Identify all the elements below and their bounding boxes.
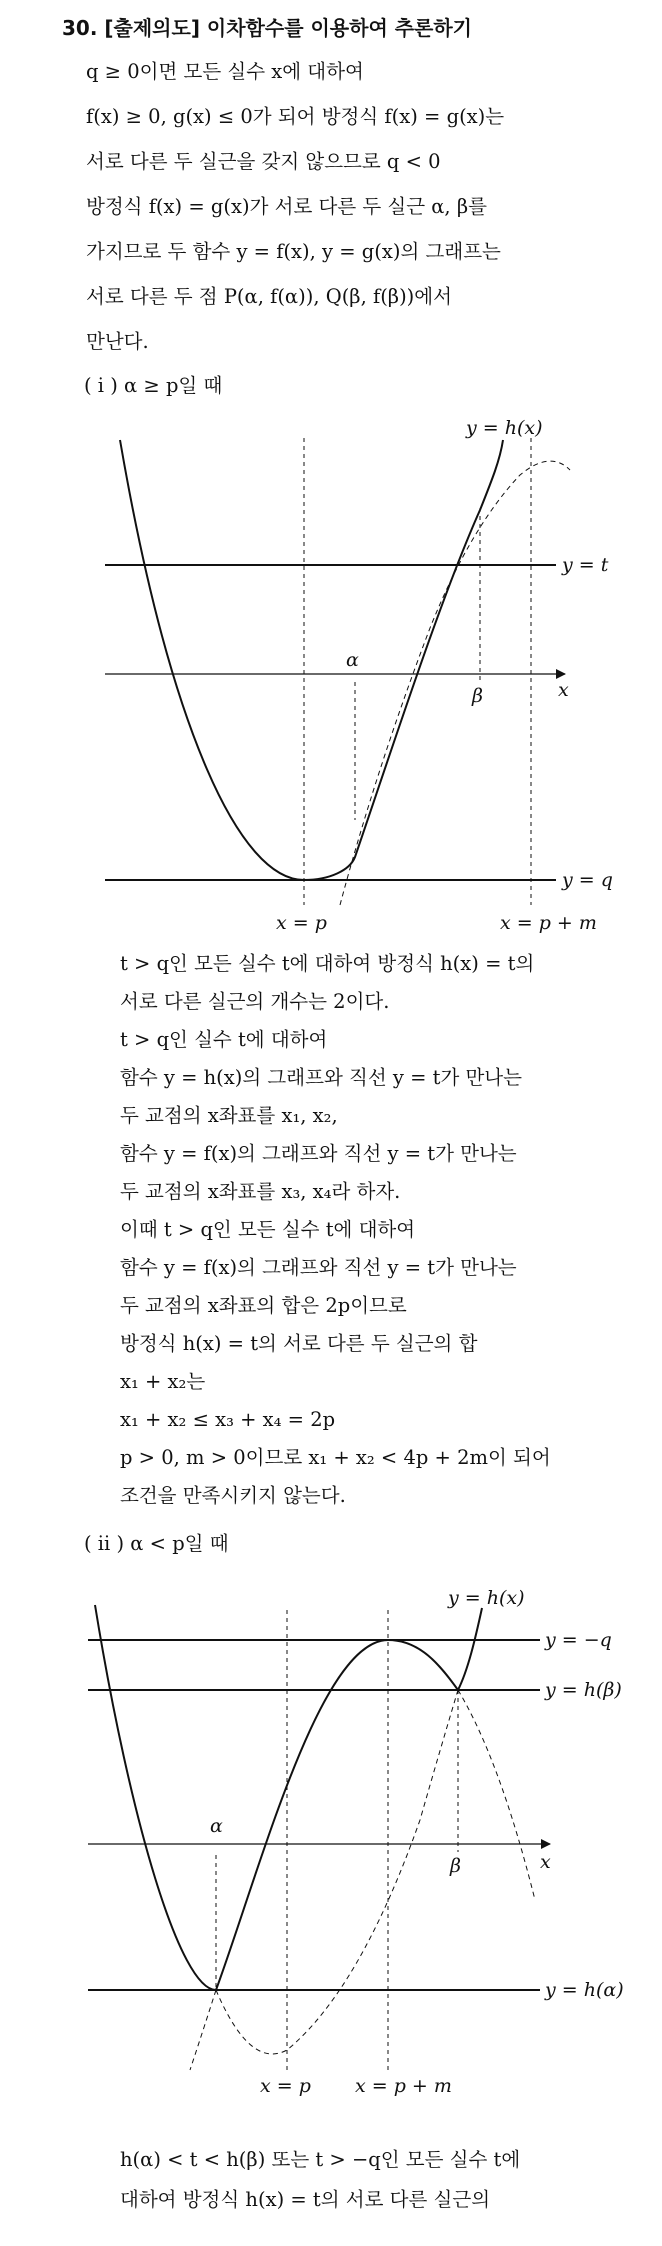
case1-line: p > 0, m > 0이므로 x₁ + x₂ < 4p + 2m이 되어: [120, 1446, 551, 1469]
case1-line: 두 교점의 x좌표의 합은 2p이므로: [120, 1294, 407, 1317]
case1-line: 방정식 h(x) = t의 서로 다른 두 실근의 합: [120, 1332, 478, 1355]
case1-line: 함수 y = f(x)의 그래프와 직선 y = t가 만나는: [120, 1256, 517, 1279]
label-line-hbeta: y = h(β): [545, 1679, 622, 1701]
label-beta: β: [450, 1855, 461, 1877]
label-curve-h: y = h(x): [448, 1587, 525, 1609]
case2-line: h(α) < t < h(β) 또는 t > −q인 모든 실수 t에: [120, 2148, 521, 2171]
dashed-curve-right: [458, 1690, 535, 1900]
label-x-p: x = p: [276, 912, 327, 934]
dashed-curve: [340, 461, 570, 905]
problem-title: 30. [출제의도] 이차함수를 이용하여 추론하기: [62, 16, 473, 40]
label-line-q: y = q: [562, 869, 613, 891]
case1-line: 함수 y = f(x)의 그래프와 직선 y = t가 만나는: [120, 1142, 517, 1165]
case1-line: 서로 다른 실근의 개수는 2이다.: [120, 990, 390, 1013]
case1-line: t > q인 모든 실수 t에 대하여 방정식 h(x) = t의: [120, 952, 535, 975]
label-x-axis: x: [558, 679, 569, 701]
case1-line: 두 교점의 x좌표를 x₁, x₂,: [120, 1104, 338, 1127]
label-line-halpha: y = h(α): [545, 1979, 624, 2001]
label-alpha: α: [346, 649, 359, 671]
label-x-axis: x: [540, 1851, 551, 1873]
intro-line: 방정식 f(x) = g(x)가 서로 다른 두 실근 α, β를: [86, 195, 487, 218]
case1-line: 함수 y = h(x)의 그래프와 직선 y = t가 만나는: [120, 1066, 522, 1089]
case1-line: x₁ + x₂ ≤ x₃ + x₄ = 2p: [120, 1408, 336, 1431]
case1-line: 두 교점의 x좌표를 x₃, x₄라 하자.: [120, 1180, 401, 1203]
x-axis-arrow: [541, 1839, 551, 1849]
graph-case1: [0, 400, 662, 960]
intro-line: 가지므로 두 함수 y = f(x), y = g(x)의 그래프는: [86, 240, 501, 263]
case1-heading: ( i ) α ≥ p일 때: [84, 374, 223, 397]
case2-line: 대하여 방정식 h(x) = t의 서로 다른 실근의: [120, 2188, 491, 2211]
label-line-t: y = t: [562, 554, 609, 576]
intro-line: 서로 다른 두 실근을 갖지 않으므로 q < 0: [86, 150, 441, 173]
intro-line: f(x) ≥ 0, g(x) ≤ 0가 되어 방정식 f(x) = g(x)는: [86, 105, 505, 128]
intro-line: q ≥ 0이면 모든 실수 x에 대하여: [86, 60, 364, 83]
graph-case2: [0, 1570, 662, 2100]
label-beta: β: [472, 685, 483, 707]
x-axis-arrow: [556, 669, 566, 679]
label-curve-h: y = h(x): [466, 417, 543, 439]
case1-line: 이때 t > q인 모든 실수 t에 대하여: [120, 1218, 416, 1241]
intro-line: 만난다.: [86, 330, 149, 353]
dashed-curve-g: [216, 1690, 458, 2054]
curve-h: [120, 440, 503, 880]
label-x-pm: x = p + m: [355, 2075, 452, 2097]
case2-heading: ( ii ) α < p일 때: [84, 1532, 229, 1555]
label-x-p: x = p: [260, 2075, 311, 2097]
label-alpha: α: [210, 1815, 223, 1837]
case1-line: t > q인 실수 t에 대하여: [120, 1028, 328, 1051]
label-line-negq: y = −q: [545, 1629, 612, 1651]
label-x-pm: x = p + m: [500, 912, 597, 934]
case1-line: x₁ + x₂는: [120, 1370, 206, 1393]
curve-h: [95, 1605, 482, 1990]
dashed-curve-left: [190, 1990, 216, 2070]
case1-line: 조건을 만족시키지 않는다.: [120, 1484, 346, 1507]
intro-line: 서로 다른 두 점 P(α, f(α)), Q(β, f(β))에서: [86, 285, 452, 308]
